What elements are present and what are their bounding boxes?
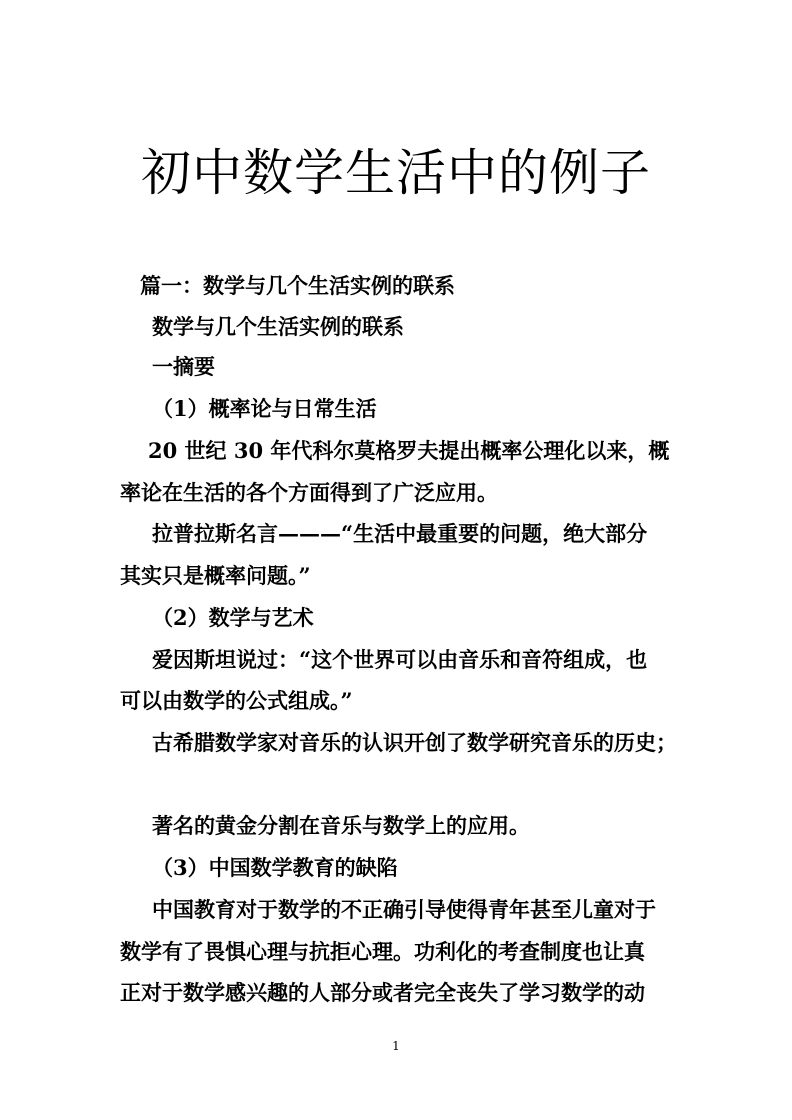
paragraph-line: 拉普拉斯名言———“生活中最重要的问题，绝大部分 [152,521,648,546]
paragraph-line: 古希腊数学家对音乐的认识开创了数学研究音乐的历史； [152,730,677,755]
paragraph-line: 正对于数学感兴趣的人部分或者完全丧失了学习数学的动 [120,980,645,1005]
paragraph-line: 著名的黄金分割在音乐与数学上的应用。 [152,813,530,838]
page-number: 1 [392,1039,400,1053]
subheading-3: （3）中国数学教育的缺陷 [152,855,398,880]
paragraph-line: 可以由数学的公式组成。” [120,688,353,713]
paragraph-line: 率论在生活的各个方面得到了广泛应用。 [120,480,498,505]
subheading-2: （2）数学与艺术 [152,605,314,630]
section-heading-1: 篇一：数学与几个生活实例的联系 [140,273,455,298]
paragraph-line: 其实只是概率问题。” [120,563,311,588]
paragraph-line: 一摘要 [152,354,215,379]
document-title: 初中数学生活中的例子 [141,144,651,202]
subheading-1: （1）概率论与日常生活 [152,396,377,421]
paragraph-line: 数学有了畏惧心理与抗拒心理。功利化的考查制度也让真 [120,939,645,964]
paragraph-line: 中国教育对于数学的不正确引导使得青年甚至儿童对于 [152,897,656,922]
paragraph-line: 爱因斯坦说过：“这个世界可以由音乐和音符组成，也 [152,647,648,672]
paragraph-line: 数学与几个生活实例的联系 [152,314,404,339]
paragraph-line: 20 世纪 30 年代科尔莫格罗夫提出概率公理化以来，概 [148,438,670,463]
